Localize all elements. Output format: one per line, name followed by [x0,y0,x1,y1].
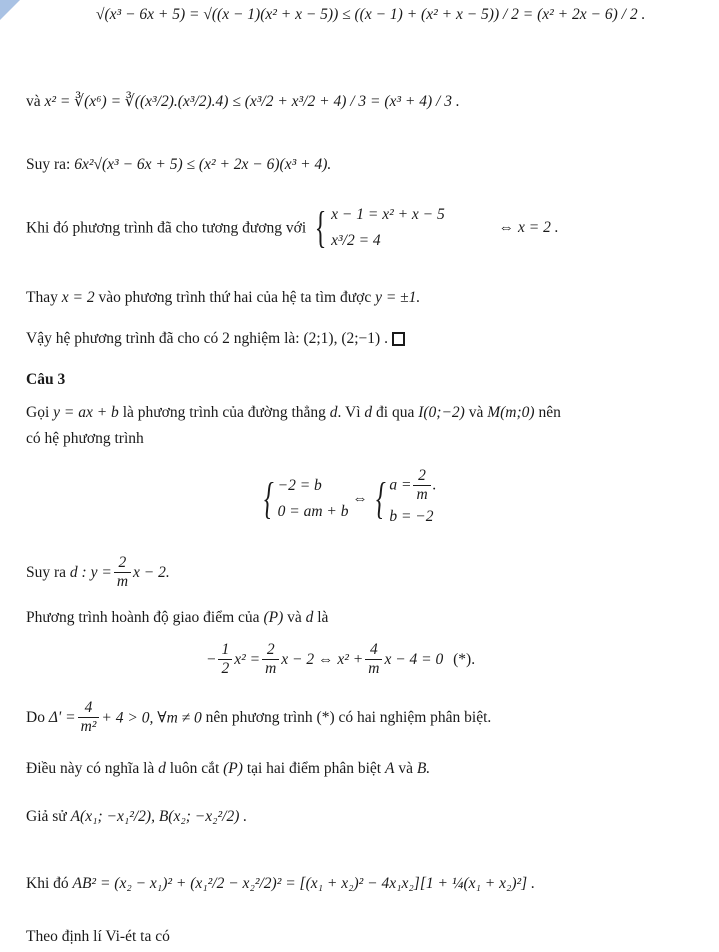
e11n1: 1 [218,642,232,660]
t12n: 4 [78,700,100,718]
result-x-equals-2: ⇔ x = 2 . [498,219,559,237]
formula-solutions: (2;1), (2;−1) . [303,330,388,347]
formula-y: y = ±1. [375,289,421,306]
t13f4: B. [416,760,431,777]
system-2-left [278,473,349,526]
t10b: và [287,609,302,626]
e11tag: (*). [453,650,476,668]
t7f2: d [329,404,338,421]
system-1-eq1: x − 1 = x² + x − 5 [331,206,445,223]
text-line-7 [26,404,561,422]
e11c: x − 4 = 0 [384,650,444,668]
heading-cau-3: Câu 3 [26,371,66,388]
t7b: là phương trình của đường thẳng [122,404,326,421]
t9f: d : y = [69,563,112,581]
e11b: x − 2 ⇔ x² + [281,650,364,668]
text-suy-ra: Suy ra: [26,156,71,173]
s2r1n: 2 [413,468,430,486]
e11lead: − [206,650,217,668]
frac-2-m [413,468,430,504]
equation-line-2 [26,92,460,111]
t12a: Do [26,708,45,726]
s2l2: 0 = am + b [277,502,349,520]
text-line-15 [26,875,535,893]
t7f1: y = ax + b [53,404,119,421]
equation-line-1: √(x³ − 6x + 5) = √((x − 1)(x² + x − 5)) ≤ ((x − 1) + (x² + x − 5)) / 2 = (x² + 2x − 6) / 2 . [96,6,646,23]
text-line-16: Theo định lí Vi-ét ta có [26,928,170,945]
text-line-9 [26,555,170,591]
t9n: 2 [114,555,131,573]
s2r1a: a = [389,476,412,494]
e11n2: 2 [262,642,279,660]
t13f1: d [158,760,166,777]
t13f3: A [384,760,395,777]
t7d: đi qua [376,404,415,421]
equation-line-11 [206,642,475,678]
t13c: tại hai điểm phân biệt [246,760,382,777]
t13d: và [398,760,413,777]
text-vao-pt: vào phương trình thứ hai của hệ ta tìm được [98,289,372,306]
t7c: . Vì [337,404,361,421]
equation-line-3 [26,156,331,174]
s2l1: −2 = b [277,476,322,494]
text-line-14 [26,808,247,826]
formula-inequality: 6x²√(x³ − 6x + 5) ≤ (x² + 2x − 6)(x³ + 4). [74,156,332,173]
t9tail: x − 2. [133,563,170,581]
t12f1: Δ' = [48,708,76,726]
t13a: Điều này có nghĩa là [26,760,155,777]
page-corner-decoration [0,0,20,20]
frac-9 [114,555,131,591]
s2r2: b = −2 [389,507,434,525]
text-line-12 [26,700,491,736]
t7e: và [468,404,484,421]
frac-11c [365,642,382,678]
t15f: AB² = (x₂ − x₁)² + (x₁²/2 − x₂²/2)² = [(x₁ + x₂)² − 4x₁x₂][1 + ¼(x₁ + x₂)²] . [72,875,535,892]
t10f1: (P) [263,609,284,626]
system-2 [260,468,437,530]
e11n3: 4 [365,642,382,660]
formula-x2: x = 2 [61,289,95,306]
t10f2: d [305,609,314,626]
frac-11b [262,642,279,678]
system-1-eq2: x³/2 = 4 [331,232,381,250]
text-khi-do: Khi đó phương trình đã cho tương đương với [26,219,307,237]
e11d1: 2 [221,660,230,678]
frac-11a [218,642,232,678]
t13b: luôn cắt [169,760,220,777]
t9d: m [116,573,129,591]
text-line-6 [26,330,405,348]
t13f2: (P) [223,760,243,777]
equiv-sign: ⇔ [352,489,368,507]
text-line-5 [26,289,420,307]
system-1 [331,202,445,255]
qed-square-icon [392,332,405,346]
t12f2: + 4 > 0, ∀m ≠ 0 [101,709,202,727]
formula-amgm: x² = ∛(x⁶) = ∛((x³/2).(x³/2).4) ≤ (x³/2 + x³/2 + 4) / 3 = (x³ + 4) / 3 . [44,93,460,110]
e11d3: m [368,660,380,678]
text-thay: Thay [26,289,58,306]
t9a: Suy ra [26,563,67,581]
t12b: nên phương trình (*) có hai nghiệm phân biệt. [205,708,492,726]
t7f5: M(m;0) [487,404,535,421]
text-va: và [26,93,41,110]
t7f4: I(0;−2) [418,404,465,421]
text-vay-he: Vậy hệ phương trình đã cho có 2 nghiệm là: [26,330,300,347]
text-line-8: có hệ phương trình [26,430,144,447]
e11a: x² = [234,650,261,668]
frac-12 [78,700,100,736]
text-line-10 [26,609,328,627]
t12d: m² [80,718,97,736]
t14f: A(x₁; −x₁²/2), B(x₂; −x₂²/2) . [70,808,248,825]
t7g: nên [538,404,561,421]
e11d2: m [265,660,277,678]
t7f3: d [364,404,373,421]
system-2-right: a = $\frac{2}{m}$ . b = −2 [389,468,436,530]
t14a: Giả sử [26,808,67,825]
t10a: Phương trình hoành độ giao điểm của [26,609,260,626]
equation-line-4 [26,202,559,255]
left-brace: { [314,203,327,253]
text-line-13 [26,760,430,778]
left-brace-3: { [375,473,386,523]
t10c: là [317,609,329,626]
t15a: Khi đó [26,875,69,892]
s2r1d: m [416,486,428,504]
left-brace-2: { [263,473,274,523]
t7a: Gọi [26,404,50,421]
